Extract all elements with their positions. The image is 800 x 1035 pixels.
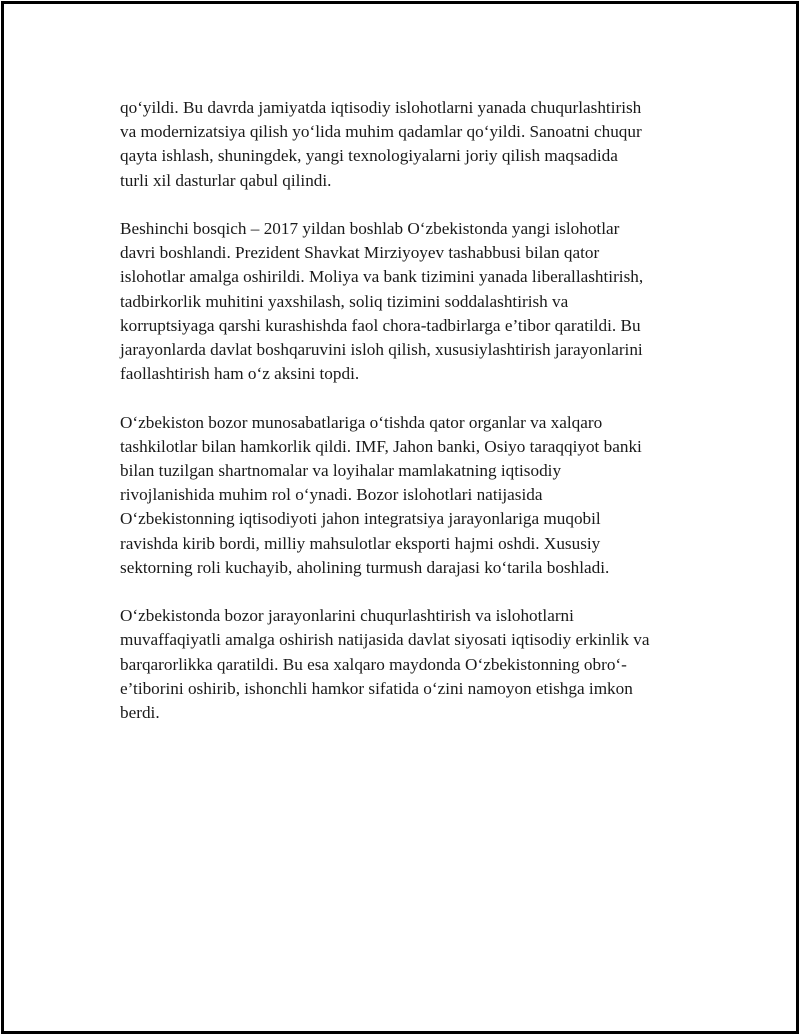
text-line: faollashtirish ham o‘z aksini topdi.: [120, 364, 360, 384]
text-line: va modernizatsiya qilish yo‘lida muhim qadamlar qo‘yildi. Sanoatni chuqur: [120, 122, 642, 142]
text-line: tashkilotlar bilan hamkorlik qildi. IMF, Jahon banki, Osiyo taraqqiyot banki: [120, 436, 642, 456]
text-line: davri boshlandi. Prezident Shavkat Mirziyoyev tashabbusi bilan qator: [120, 243, 600, 263]
text-line: qayta ishlash, shuningdek, yangi texnologiyalarni joriy qilish maqsadida: [120, 146, 618, 166]
page-frame: [1, 1, 799, 1034]
text-line: e’tiborini oshirib, ishonchli hamkor sifatida o‘zini namoyon etishga imkon: [120, 678, 633, 698]
text-line: sektorning roli kuchayib, aholining turmush darajasi ko‘tarila boshladi.: [120, 557, 610, 577]
text-line: turli xil dasturlar qabul qilindi.: [120, 170, 332, 190]
text-line: O‘zbekistonning iqtisodiyoti jahon integratsiya jarayonlariga muqobil: [120, 509, 601, 529]
text-line: O‘zbekiston bozor munosabatlariga o‘tishda qator organlar va xalqaro: [120, 412, 603, 432]
paragraph-3: [120, 411, 700, 580]
text-line: ravishda kirib bordi, milliy mahsulotlar eksporti hajmi oshdi. Xususiy: [120, 533, 601, 553]
paragraph-1: [120, 96, 700, 193]
text-line: muvaffaqiyatli amalga oshirish natijasida davlat siyosati iqtisodiy erkinlik va: [120, 630, 650, 650]
document-body: [120, 96, 700, 749]
text-line: O‘zbekistonda bozor jarayonlarini chuqurlashtirish va islohotlarni: [120, 606, 574, 626]
text-line: tadbirkorlik muhitini yaxshilash, soliq tizimini soddalashtirish va: [120, 291, 569, 311]
text-line: rivojlanishida muhim rol o‘ynadi. Bozor islohotlari natijasida: [120, 485, 543, 505]
text-line: jarayonlarda davlat boshqaruvini isloh qilish, xususiylashtirish jarayonlarini: [120, 340, 643, 360]
text-line: Beshinchi bosqich – 2017 yildan boshlab O‘zbekistonda yangi islohotlar: [120, 219, 620, 238]
text-line: korruptsiyaga qarshi kurashishda faol chora-tadbirlarga e’tibor qaratildi. Bu: [120, 315, 641, 335]
text-line: barqarorlikka qaratildi. Bu esa xalqaro maydonda O‘zbekistonning obro‘-: [120, 654, 627, 674]
text-line: bilan tuzilgan shartnomalar va loyihalar mamlakatning iqtisodiy: [120, 461, 562, 481]
text-line: berdi.: [120, 703, 160, 723]
text-line: islohotlar amalga oshirildi. Moliya va bank tizimini yanada liberallashtirish,: [120, 267, 644, 287]
text-line: qo‘yildi. Bu davrda jamiyatda iqtisodiy islohotlarni yanada chuqurlashtirish: [120, 98, 642, 117]
paragraph-2: [120, 217, 700, 386]
paragraph-4: [120, 604, 700, 725]
